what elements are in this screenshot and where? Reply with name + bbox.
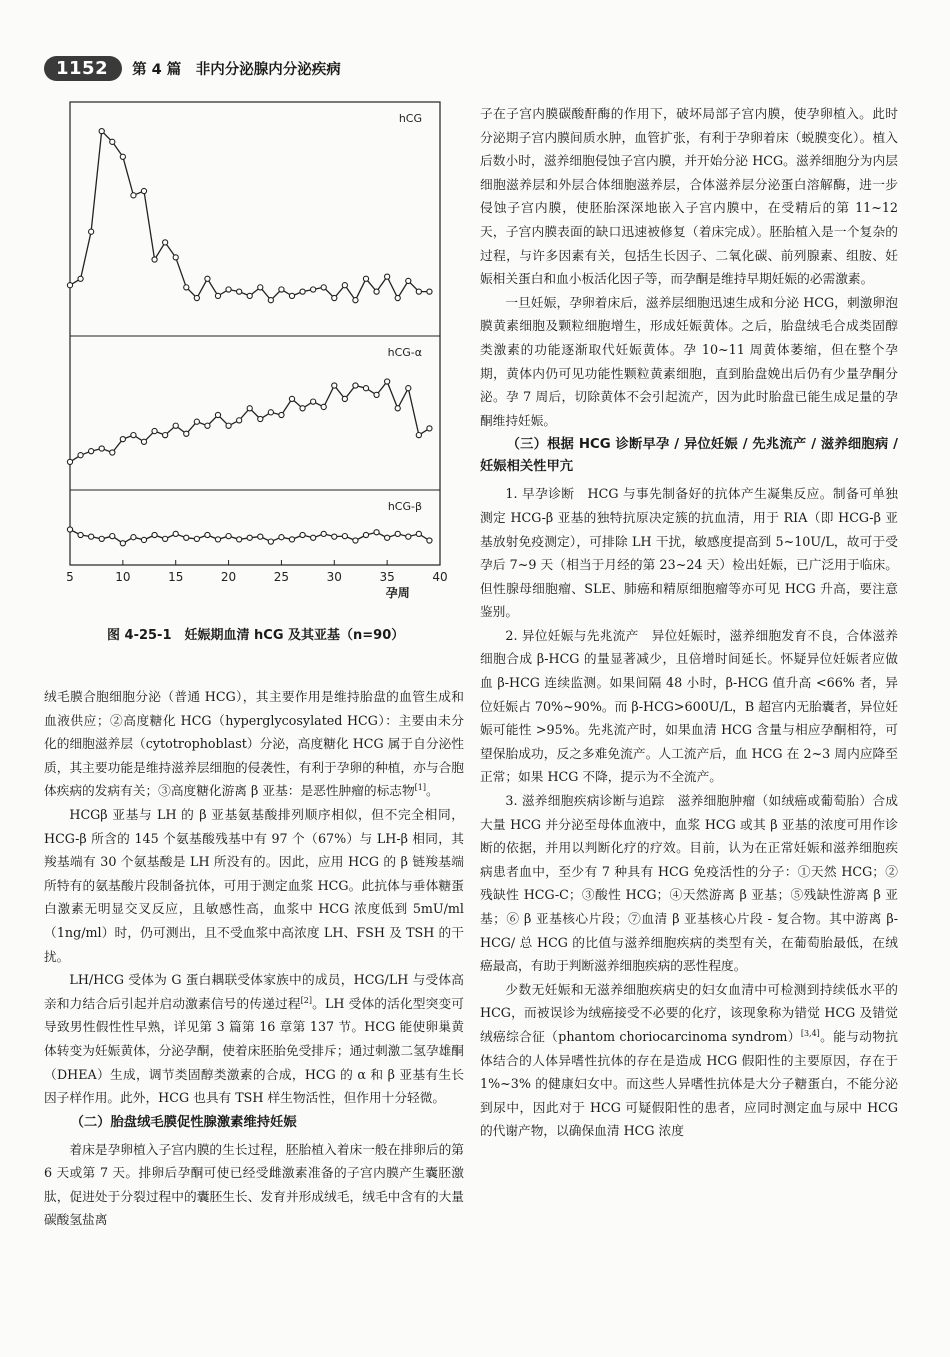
data-point — [89, 229, 94, 234]
data-point — [279, 535, 284, 540]
data-point — [110, 534, 115, 539]
data-point — [427, 538, 432, 543]
data-point — [215, 293, 220, 298]
data-point — [321, 531, 326, 536]
data-point — [363, 532, 368, 537]
chart-border — [70, 102, 440, 565]
data-point — [110, 139, 115, 144]
series-label: hCG-α — [387, 346, 422, 359]
data-point — [67, 527, 72, 532]
data-point — [141, 188, 146, 193]
data-point — [279, 287, 284, 292]
data-point — [258, 534, 263, 539]
paragraph: 2. 异位妊娠与先兆流产 异位妊娠时，滋养细胞发育不良，合体滋养细胞合成 β-HCG 的量显著减少，且倍增时间延长。怀疑异位妊娠者应做血 β-HCG 连续监测。如果间隔 48 小时，β-HCG 值升高 <66% 者，异位妊娠占 70%~90%。而 β-HCG>600U/L，B 超宫内无胎囊者，异位妊娠可能性 >95%。先兆流产时，如果血清 HCG 含量与相应孕酮相符，可望保胎成功，反之多难免流产。人工流产后，血 HCG 在 2~3 周内应降至正常；如果 HCG 不降，提示为不全流产。 — [480, 627, 898, 785]
data-point — [237, 537, 242, 542]
data-point — [395, 406, 400, 411]
paragraph: 1. 早孕诊断 HCG 与事先制备好的抗体产生凝集反应。制备可单独测定 HCG-β 亚基的独特抗原决定簇的抗血清，用于 RIA（即 HCG-β 亚基放射免疫测定），可排除 LH 干扰，敏感度提高到 5~10U/L，故可于受孕后 7~9 天（相当于月经的第 23~24 天）检出妊娠，已广泛用于临床。但性腺母细胞瘤、SLE、肺癌和精原细胞瘤等亦可见 HCG 升高，要注意鉴别。 — [480, 486, 898, 620]
data-point — [268, 298, 273, 303]
section-heading: （二）胎盘绒毛膜促性腺激素维持妊娠 — [70, 1114, 297, 1130]
data-point — [194, 295, 199, 300]
data-point — [353, 298, 358, 303]
data-point — [89, 449, 94, 454]
data-point — [152, 428, 157, 433]
running-title: 第 4 篇 非内分泌腺内分泌疾病 — [132, 61, 341, 78]
data-point — [194, 419, 199, 424]
data-point — [406, 534, 411, 539]
data-point — [110, 450, 115, 455]
data-point — [342, 396, 347, 401]
data-point — [321, 404, 326, 409]
data-point — [173, 531, 178, 536]
data-point — [141, 439, 146, 444]
data-point — [163, 433, 168, 438]
data-point — [78, 276, 83, 281]
x-axis-ticks — [66, 560, 447, 600]
paragraph: 着床是孕卵植入子宫内膜的生长过程，胚胎植入着床一般在排卵后的第 6 天或第 7 天。排卵后孕酮可使已经受雌激素准备的子宫内膜产生囊胚激肽，促进处于分裂过程中的囊胚生长、发育并形成绒毛，绒毛中含有的大量碳酸氢盐离 — [44, 1141, 464, 1228]
data-point — [395, 295, 400, 300]
data-point — [300, 532, 305, 537]
data-point — [163, 536, 168, 541]
figure-caption: 图 4-25-1 妊娠期血清 hCG 及其亚基（n=90） — [107, 628, 405, 643]
paragraph: 绒毛膜合胞细胞分泌（普通 HCG），其主要作用是维持胎盘的血管生成和血液供应；②高度糖化 HCG（hyperglycosylated HCG）：主要由未分化的细胞滋养层（cytotrophoblast）分泌，高度糖化 HCG 属于自分泌性质，其主要功能是维持滋养层细胞的侵袭性，有利于孕卵的种植，亦与合胞体疾病的发病有关；③高度糖化游离 β 亚基：是恶性肿瘤的标志物[1]。 — [44, 689, 464, 799]
data-point — [205, 532, 210, 537]
data-point — [332, 295, 337, 300]
x-tick-label: 5 — [66, 570, 74, 584]
data-point — [342, 283, 347, 288]
x-tick-label: 25 — [273, 570, 290, 584]
x-tick-label: 10 — [115, 570, 131, 584]
data-point — [152, 532, 157, 537]
x-tick-label: 35 — [379, 570, 395, 584]
data-point — [300, 289, 305, 294]
data-point — [268, 410, 273, 415]
data-point — [385, 379, 390, 384]
data-point — [67, 459, 72, 464]
x-tick-label: 30 — [326, 570, 342, 584]
data-point — [353, 538, 358, 543]
chart-labels — [388, 112, 422, 513]
series-2 — [67, 379, 432, 465]
chart-frame — [70, 102, 440, 565]
data-point — [163, 240, 168, 245]
data-point — [67, 283, 72, 288]
data-point — [237, 289, 242, 294]
data-point — [311, 287, 316, 292]
data-point — [99, 536, 104, 541]
data-point — [374, 289, 379, 294]
data-point — [385, 274, 390, 279]
paragraph: 子在子宫内膜碳酸酐酶的作用下，破坏局部子宫内膜，使孕卵植入。此时分泌期子宫内膜间质水肿，血管扩张，有利于孕卵着床（蜕膜变化）。植入后数小时，滋养细胞侵蚀子宫内膜，并开始分泌 HCG。滋养细胞分为内层细胞滋养层和外层合体细胞滋养层，合体滋养层分泌蛋白溶解酶，进一步侵蚀子宫内膜，使胚胎深深地嵌入子宫内膜中，在受精后的第 11~12 天，子宫内膜表面的缺口迅速被修复（着床完成）。胚胎植入是一个复杂的过程，与许多因素有关，包括生长因子、二氧化碳、前列腺素、组胺、妊娠相关蛋白和血小板活化因子等，而孕酮是维持早期妊娠的必需激素。 — [480, 106, 898, 287]
paragraph: HCGβ 亚基与 LH 的 β 亚基氨基酸排列顺序相似，但不完全相同，HCG-β 所含的 145 个氨基酸残基中有 97 个（67%）与 LH-β 相同，其羧基端有 30 个氨基酸是 LH 所没有的。因此，应用 HCG 的 β 链羧基端所特有的氨基酸片段制备抗体，可用于测定血浆 HCG。此抗体与垂体糖蛋白激素无明显交叉反应，且敏感性高，血浆中 HCG 浓度低到 5mU/ml（1ng/ml）时，仍可测出，且不受血浆中高浓度 LH、FSH 及 TSH 的干扰。 — [44, 806, 464, 964]
data-point — [141, 537, 146, 542]
data-point — [226, 287, 231, 292]
x-tick-label: 15 — [168, 570, 184, 584]
data-point — [226, 534, 231, 539]
data-point — [205, 276, 210, 281]
data-point — [258, 285, 263, 290]
paragraph: LH/HCG 受体为 G 蛋白耦联受体家族中的成员，HCG/LH 与受体高亲和力结合后引起并启动激素信号的传递过程[2]。LH 受体的活化型突变可导致男性假性性早熟，详见第 3 篇第 16 章第 137 节。HCG 能使卵巢黄体转变为妊娠黄体，分泌孕酮，使着床胚胎免受排斥；通过刺激二氢孕雄酮（DHEA）生成，调节类固醇类激素的合成，HCG 的 α 和 β 亚基有生长因子样作用。此外，HCG 也具有 TSH 样生物活性，但作用十分轻微。 — [44, 972, 464, 1106]
data-point — [194, 536, 199, 541]
data-point — [258, 416, 263, 421]
series-3 — [67, 527, 432, 546]
data-point — [89, 534, 94, 539]
data-point — [321, 285, 326, 290]
data-point — [342, 534, 347, 539]
data-point — [173, 423, 178, 428]
data-point — [395, 531, 400, 536]
left-column — [44, 685, 464, 1232]
data-point — [374, 530, 379, 535]
paragraph: 3. 滋养细胞疾病诊断与追踪 滋养细胞肿瘤（如绒癌或葡萄胎）合成大量 HCG 并分泌至母体血液中，血浆 HCG 或其 β 亚基的浓度可用作诊断的依据，并用以判断化疗的疗效。目前，认为在正常妊娠和滋养细胞疾病患者血中，至少有 7 种具有 HCG 免疫活性的分子：①天然 HCG；②残缺性 HCG-C；③酸性 HCG；④天然游离 β 亚基；⑤残缺性游离 β 亚基；⑥ β 亚基核心片段；⑦血清 β 亚基核心片段 - 复合物。其中游离 β-HCG/ 总 HCG 的比值与滋养细胞疾病的类型有关，在葡萄胎最低，在绒癌最高，有助于判断滋养细胞疾病的恶性程度。 — [480, 793, 898, 974]
data-point — [268, 539, 273, 544]
chart-series — [67, 129, 432, 546]
data-point — [385, 535, 390, 540]
data-point — [311, 399, 316, 404]
series-1 — [67, 129, 432, 303]
data-point — [427, 426, 432, 431]
data-point — [205, 423, 210, 428]
right-column — [480, 102, 898, 1143]
data-point — [416, 433, 421, 438]
data-point — [152, 257, 157, 262]
data-point — [131, 433, 136, 438]
data-point — [247, 406, 252, 411]
x-tick-label: 20 — [220, 570, 237, 584]
data-point — [300, 406, 305, 411]
data-point — [184, 285, 189, 290]
data-point — [99, 446, 104, 451]
data-point — [332, 383, 337, 388]
data-point — [131, 193, 136, 198]
data-point — [247, 293, 252, 298]
data-point — [78, 532, 83, 537]
data-point — [99, 129, 104, 134]
data-point — [416, 289, 421, 294]
data-point — [406, 278, 411, 283]
hcg-chart — [40, 100, 450, 600]
data-point — [279, 412, 284, 417]
data-point — [247, 535, 252, 540]
data-point — [215, 537, 220, 542]
data-point — [289, 537, 294, 542]
data-point — [173, 255, 178, 260]
data-point — [120, 437, 125, 442]
data-point — [353, 383, 358, 388]
data-point — [78, 453, 83, 458]
data-point — [374, 392, 379, 397]
data-point — [215, 412, 220, 417]
data-point — [237, 418, 242, 423]
data-point — [363, 386, 368, 391]
x-axis-label: 孕周 — [385, 586, 410, 600]
page-header — [44, 54, 341, 82]
data-point — [332, 534, 337, 539]
data-point — [406, 386, 411, 391]
data-point — [184, 431, 189, 436]
series-label: hCG — [398, 112, 422, 125]
paragraph: 一旦妊娠，孕卵着床后，滋养层细胞迅速生成和分泌 HCG，刺激卵泡膜黄素细胞及颗粒细胞增生，形成妊娠黄体。之后，胎盘绒毛合成类固醇类激素的功能逐渐取代妊娠黄体。孕 10~11 周黄体萎缩，但在整个孕期，黄体内仍可见功能性颗粒黄素细胞，直到胎盘娩出后仍有少量孕酮分泌。孕 7 周后，切除黄体不会引起流产，因为此时胎盘已能生成足量的孕酮维持妊娠。 — [480, 294, 898, 428]
data-point — [184, 535, 189, 540]
data-point — [416, 531, 421, 536]
data-point — [289, 293, 294, 298]
data-point — [131, 535, 136, 540]
data-point — [363, 276, 368, 281]
data-point — [120, 541, 125, 546]
data-point — [289, 396, 294, 401]
x-tick-label: 40 — [432, 570, 448, 584]
series-label: hCG-β — [387, 500, 422, 513]
data-point — [311, 535, 316, 540]
data-point — [226, 423, 231, 428]
data-point — [120, 154, 125, 159]
data-point — [427, 289, 432, 294]
page-number: 1152 — [44, 56, 122, 81]
section-heading: （三）根据 HCG 诊断早孕 / 异位妊娠 / 先兆流产 / 滋养细胞病 / 妊娠相关性甲亢 — [480, 437, 898, 475]
paragraph: 少数无妊娠和无滋养细胞疾病史的妇女血清中可检测到持续低水平的 HCG，而被误诊为绒癌接受不必要的化疗，该现象称为错觉 HCG 及错觉绒癌综合征（phantom choriocarcinoma syndrom）[3,4]。能与动物抗体结合的人体异嗜性抗体的存在是造成 HCG 假阳性的主要原因，存在于 1%~3% 的健康妇女中。而这些人异嗜性抗体是大分子糖蛋白，不能分泌到尿中，因此对于 HCG 可疑假阳性的患者，应同时测定血与尿中 HCG 的代谢产物，以确保血清 HCG 浓度 — [480, 981, 898, 1139]
